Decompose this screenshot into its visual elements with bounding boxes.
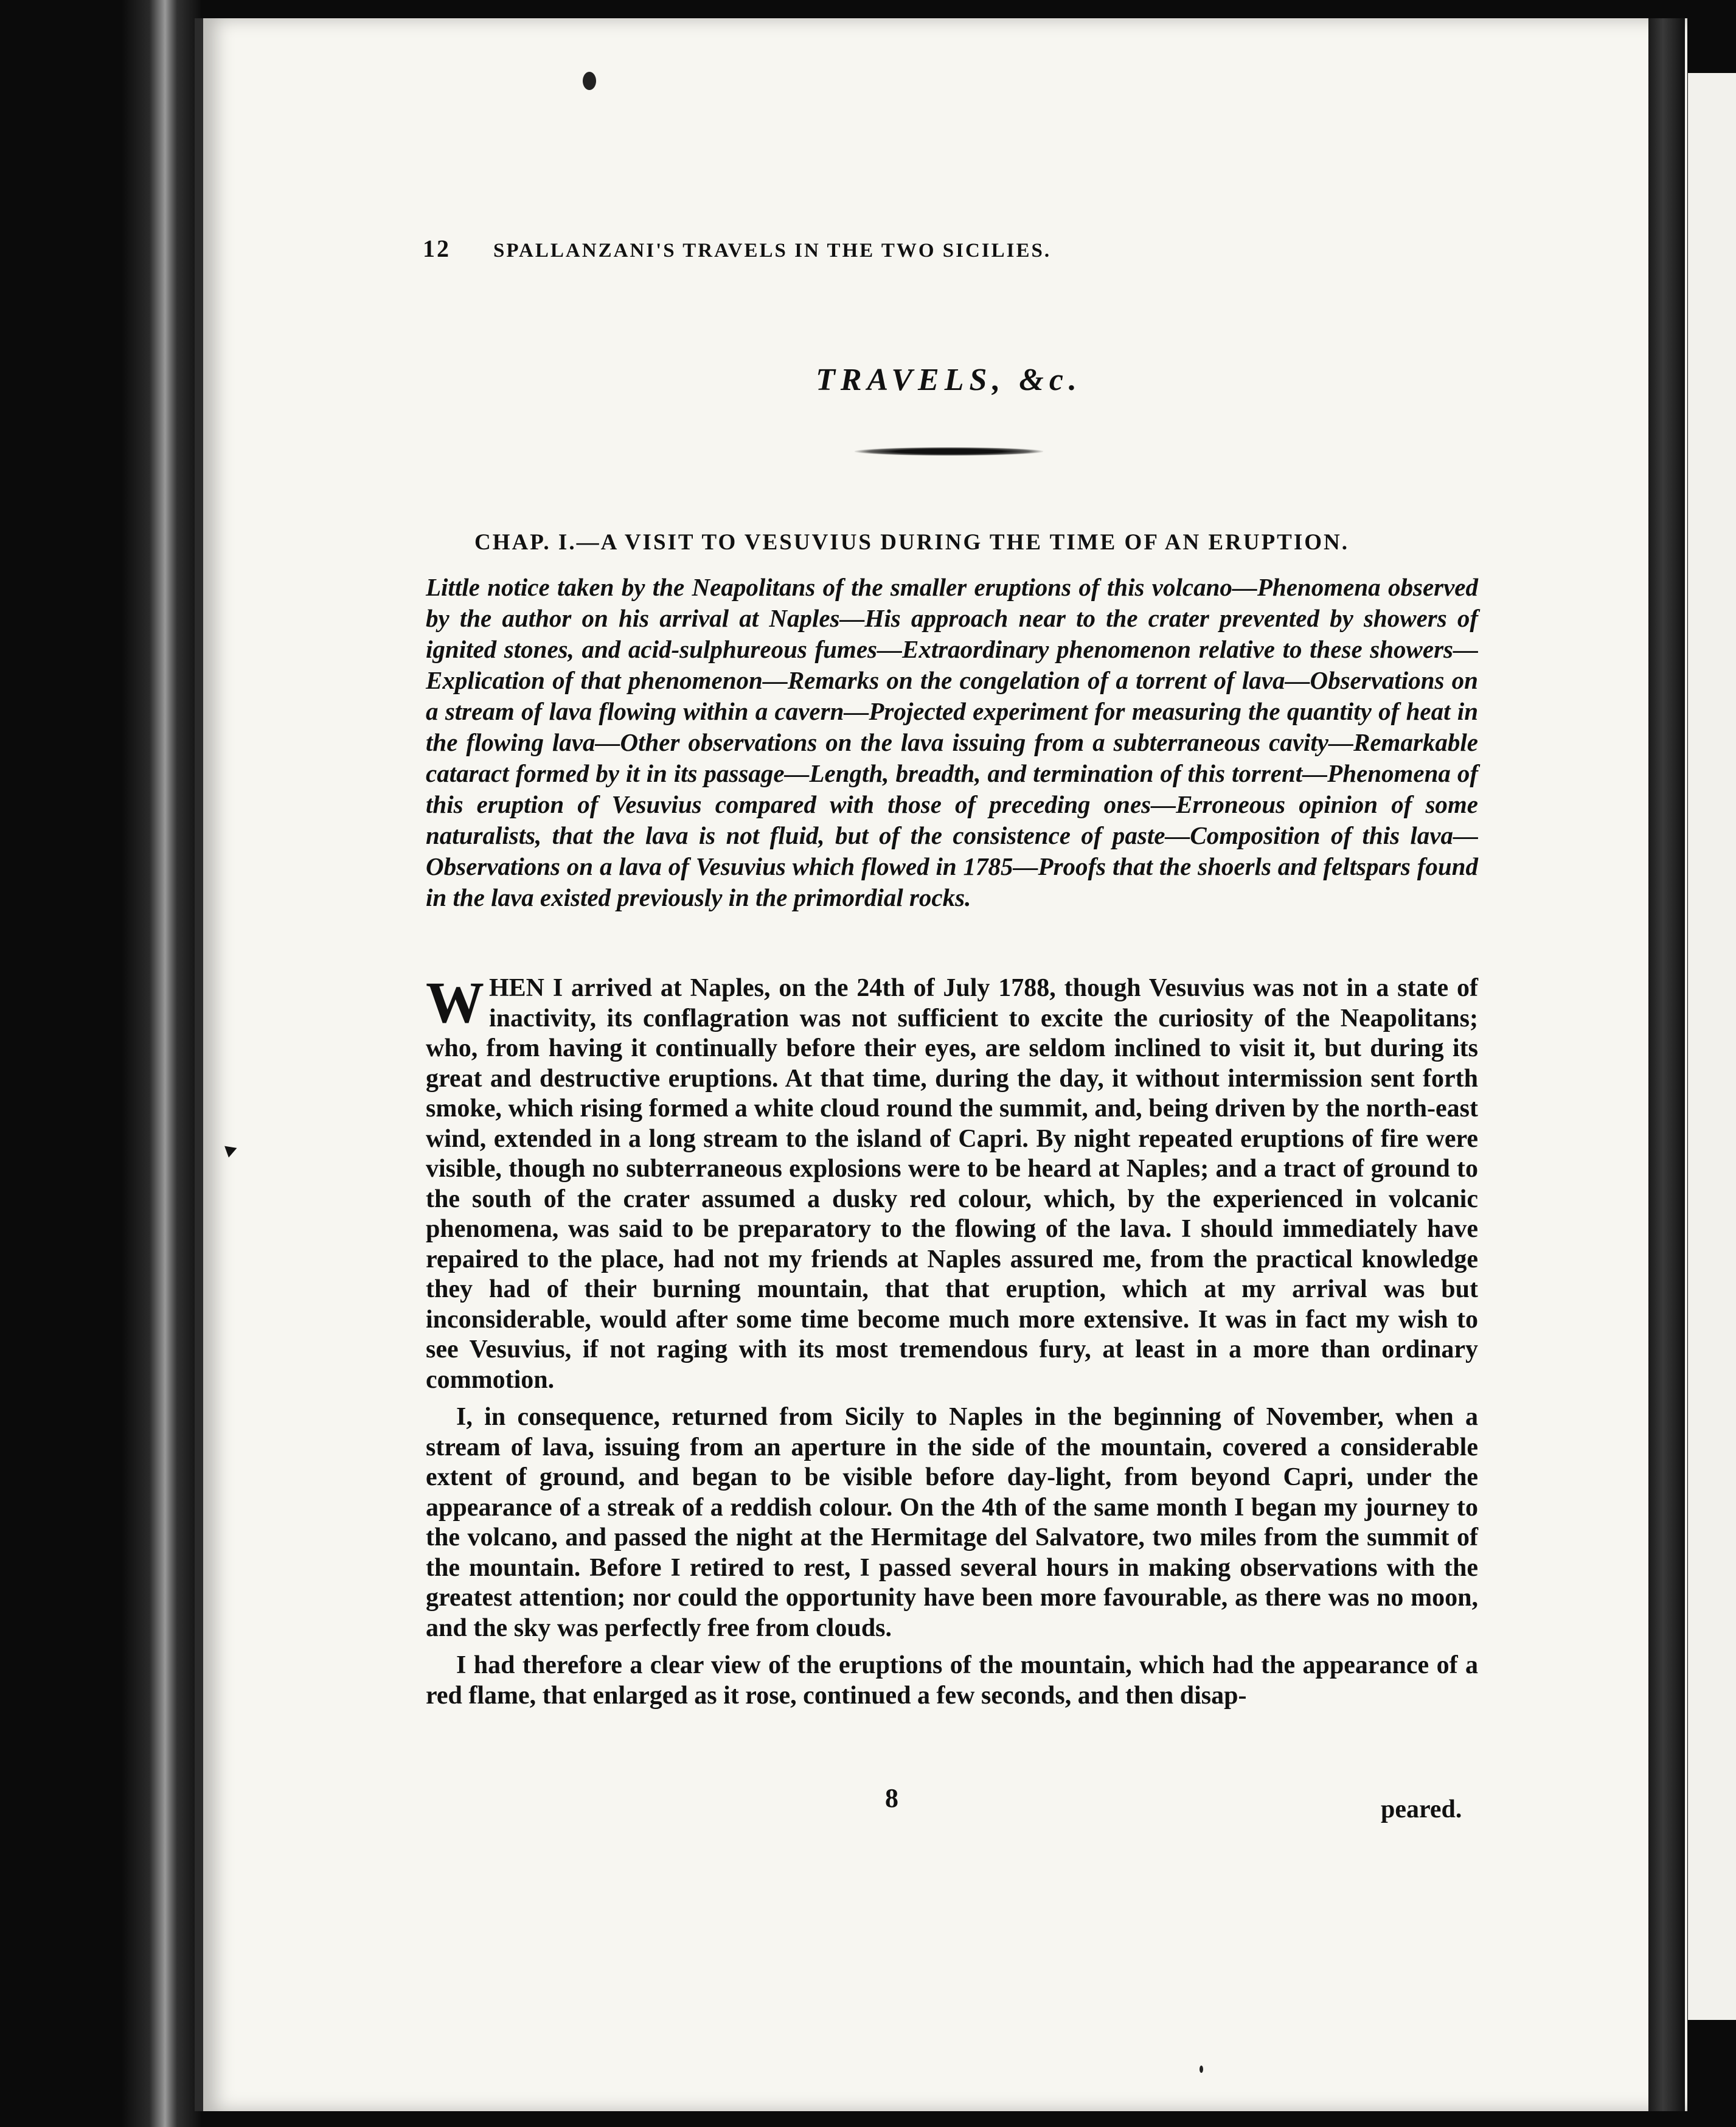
- page-gutter-shadow: [1648, 18, 1685, 2111]
- chapter-summary: [426, 572, 1478, 913]
- ink-speck: [583, 72, 596, 90]
- paragraph: I had therefore a clear view of the eruptions of the mountain, which had the appearance of a red flame, that enlarged as it rose, continued a few seconds, and then disap-: [426, 1651, 1478, 1710]
- paragraph-text: HEN I arrived at Naples, on the 24th of July 1788, though Vesuvius was not in a state of inactivity, its conflagration was not sufficient to excite the curiosity of the Neapolitans; who, from having it continually before their eyes, are seldom inclined to visit it, but during its great and destructive eruptions. At that time, during the day, it without intermission sent forth smoke, which rising formed a white cloud round the summit, and, being driven by the north-east wind, extended in a long stream to the island of Capri. By night repeated eruptions of fire were visible, though no subterraneous explosions were to be heard at Naples; and a tract of ground to the south of the crater assumed a dusky red colour, which, by the experienced in volcanic phenomena, was said to be preparatory to the flowing of the lava. I should immediately have repaired to the place, had not my friends at Naples assured me, from the practical knowledge they had of their burning mountain, that that eruption, which at my arrival was but inconsiderable, would after some time become much more extensive. It was in fact my wish to see Vesuvius, if not raging with its most tremendous fury, at least in a more than ordinary commotion.: [426, 974, 1478, 1394]
- page-number: 12: [423, 235, 451, 262]
- running-title: SPALLANZANI'S TRAVELS IN THE TWO SICILIES.: [493, 240, 1052, 262]
- body-text: [426, 970, 1478, 1718]
- book-spine: [122, 0, 201, 2127]
- chapter-summary-text: Little notice taken by the Neapolitans of the smaller eruptions of this volcano—Phenomena observed by the author on his arrival at Naples—His approach near to the crater prevented by showers of ignited stones, and acid-sulphureous fumes—Extraordinary phenomenon relative to these showers—Explication of that phenomenon—Remarks on the congelation of a torrent of lava—Observations on a stream of lava flowing within a cavern—Projected experiment for measuring the quantity of heat in the flowing lava—Other observations on the lava issuing from a subterraneous cavity—Remarkable cataract formed by it in its passage—Length, breadth, and termination of this torrent—Phenomena of this eruption of Vesuvius compared with those of preceding ones—Erroneous opinion of some naturalists, that the lava is not fluid, but of the consistence of paste—Composition of this lava—Observations on a lava of Vesuvius which flowed in 1785—Proofs that the shoerls and feltspars found in the lava existed previously in the primordial rocks.: [426, 573, 1478, 911]
- drop-cap: W: [426, 970, 484, 1035]
- ornamental-rule: [855, 447, 1043, 456]
- chapter-heading: CHAP. I.—A VISIT TO VESUVIUS DURING THE TIME OF AN ERUPTION.: [474, 530, 1349, 555]
- running-head: [423, 234, 1317, 263]
- signature-mark: 8: [885, 1783, 898, 1813]
- paragraph: [426, 970, 1478, 1395]
- ink-speck: [1200, 2066, 1203, 2073]
- section-title: TRAVELS, &c.: [816, 363, 1082, 397]
- facing-page-edge: [1688, 73, 1736, 2020]
- catchword: peared.: [1381, 1795, 1462, 1823]
- paragraph: I, in consequence, returned from Sicily to Naples in the beginning of November, when a stream of lava, issuing from an aperture in the side of the mountain, covered a considerable extent of ground, and began to be visible before day-light, from beyond Capri, under the appearance of a streak of a reddish colour. On the 4th of the same month I began my journey to the volcano, and passed the night at the Hermitage del Salvatore, two miles from the summit of the mountain. Before I retired to rest, I passed several hours in making observations with the greatest attention; nor could the opportunity have been more favourable, as there was no moon, and the sky was perfectly free from clouds.: [426, 1403, 1478, 1642]
